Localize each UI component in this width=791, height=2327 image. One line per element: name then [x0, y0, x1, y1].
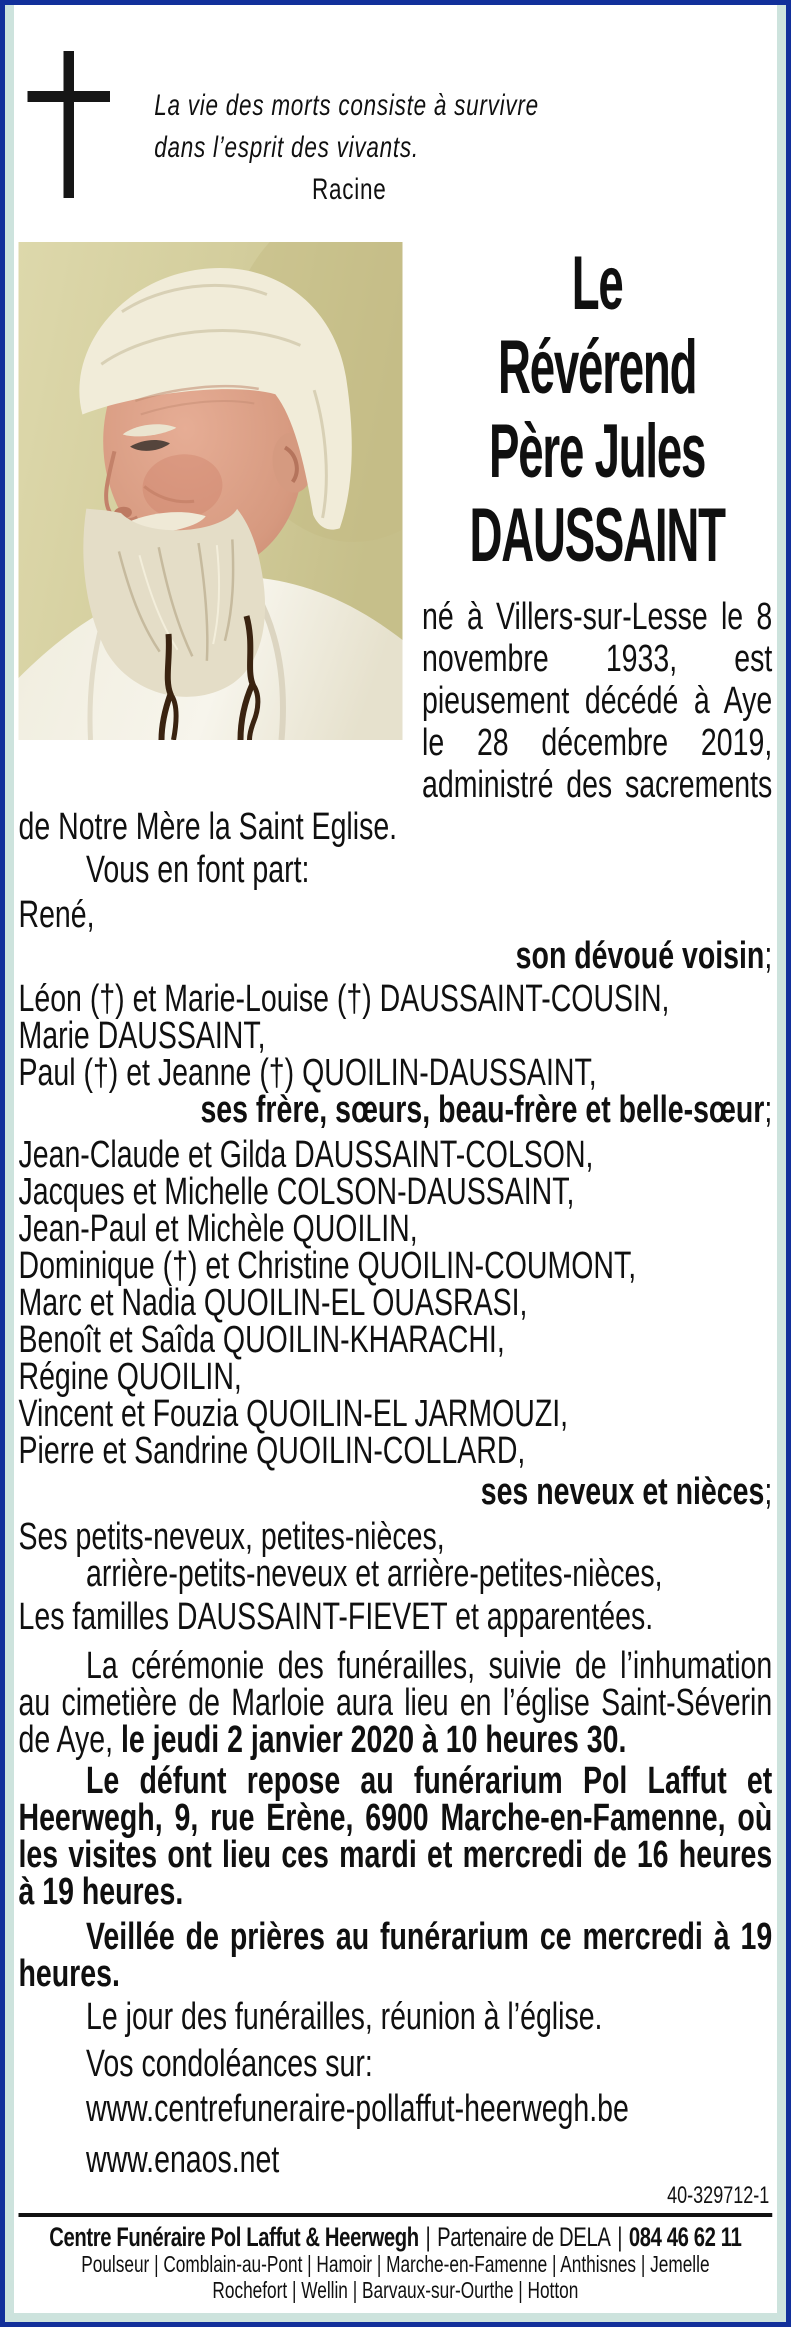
announcement-intro: Vous en font part:	[86, 849, 310, 891]
biography-text: né à Villers-sur-Lesse le 8 novembre 1933, est pieusement décédé à Aye le 28 décembre 2019, administré des sacrements de Notre Mère la Saint Eglise.	[18, 596, 773, 848]
extended-family-line: Ses petits-neveux, petites-nièces,	[18, 1516, 445, 1558]
mourner-name: Jean-Paul et Michèle QUOILIN,	[18, 1208, 418, 1250]
cross-icon	[28, 51, 111, 198]
relation-suffix: ;	[764, 935, 773, 977]
mourner-name: Dominique (†) et Christine QUOILIN-COUMONT,	[18, 1245, 637, 1287]
mourner-name: Pierre et Sandrine QUOILIN-COLLARD,	[18, 1430, 526, 1472]
epigraph-line: dans l’esprit des vivants.	[154, 131, 419, 164]
condolence-website-link[interactable]: www.centrefuneraire-pollaffut-heerwegh.be	[86, 2088, 629, 2130]
mourner-name: Marc et Nadia QUOILIN-EL OUASRASI,	[18, 1282, 528, 1324]
notice-inner-panel	[14, 5, 777, 2313]
ceremony-datetime: le jeudi 2 janvier 2020 à 10 heures 30.	[120, 1719, 627, 1761]
footer-separator: |	[617, 2222, 623, 2252]
funeral-home-name: Centre Funéraire Pol Laffut & Heerwegh	[49, 2222, 419, 2252]
mourner-name: Benoît et Saîda QUOILIN-KHARACHI,	[18, 1319, 505, 1361]
footer	[19, 2183, 773, 2313]
mourner-name: Vincent et Fouzia QUOILIN-EL JARMOUZI,	[18, 1393, 569, 1435]
footer-separator: |	[425, 2222, 431, 2252]
relation-line	[19, 1089, 773, 1131]
title-line: Révérend	[498, 325, 697, 410]
extended-family-line: arrière-petits-neveux et arrière-petites-nièces,	[86, 1553, 663, 1595]
relation-label: ses frère, sœurs, beau-frère et belle-sœur	[200, 1089, 765, 1131]
relation-line	[19, 1471, 773, 1513]
mourner-name: Léon (†) et Marie-Louise (†) DAUSSAINT-COUSIN,	[18, 978, 670, 1020]
condolence-website-link[interactable]: www.enaos.net	[86, 2139, 280, 2181]
title-line: Père Jules	[489, 409, 706, 494]
relation-suffix: ;	[764, 1089, 773, 1131]
notice-body	[19, 242, 773, 2183]
epigraph-attribution: Racine	[311, 173, 387, 206]
extended-family-line: Les familles DAUSSAINT-FIEVET et apparentées.	[18, 1596, 654, 1638]
funeral-home-partner: Partenaire de DELA	[437, 2222, 611, 2252]
deceased-name-title	[457, 242, 737, 578]
mourner-name: Marie DAUSSAINT,	[18, 1015, 266, 1057]
ceremony-text: La cérémonie des funérailles, suivie de l’inhumation au cimetière de Marloie aura lieu en l’église Saint-Séverin de Aye,	[18, 1645, 773, 1761]
reference-number: 40-329712-1	[667, 2182, 770, 2209]
footer-divider	[19, 2213, 773, 2217]
epigraph	[154, 85, 544, 242]
mourner-name: Jacques et Michelle COLSON-DAUSSAINT,	[18, 1171, 575, 1213]
header	[19, 5, 773, 242]
mourner-name: Jean-Claude et Gilda DAUSSAINT-COLSON,	[18, 1134, 594, 1176]
church-meeting-line: Le jour des funérailles, réunion à l’église.	[86, 1996, 603, 2038]
relation-label: son dévoué voisin	[515, 935, 765, 977]
title-line: Le	[571, 241, 623, 326]
relation-label: ses neveux et nièces	[480, 1471, 765, 1513]
condolences-label: Vos condoléances sur:	[86, 2043, 373, 2085]
locations-line: Poulseur | Comblain-au-Pont | Hamoir | Marche-en-Famenne | Anthisnes | Jemelle	[81, 2251, 710, 2277]
relation-suffix: ;	[764, 1471, 773, 1513]
repose-paragraph: Le défunt repose au funérarium Pol Laffut et Heerwegh, 9, rue Erène, 6900 Marche-en-Famenne, où les visites ont lieu ces mardi et mercredi de 16 heures à 19 heures.	[18, 1760, 773, 1913]
funeral-home-line	[19, 2223, 773, 2251]
portrait-photo	[19, 242, 403, 740]
ceremony-paragraph	[18, 1645, 773, 1761]
mourner-name: Paul (†) et Jeanne (†) QUOILIN-DAUSSAINT,	[18, 1052, 597, 1094]
funeral-home-phone[interactable]: 084 46 62 11	[628, 2222, 742, 2252]
vigil-paragraph: Veillée de prières au funérarium ce mercredi à 19 heures.	[18, 1916, 773, 1995]
mourner-name: Régine QUOILIN,	[18, 1356, 242, 1398]
locations-line: Rochefort | Wellin | Barvaux-sur-Ourthe | Hotton	[212, 2277, 579, 2303]
relation-line	[19, 935, 773, 977]
epigraph-line: La vie des morts consiste à survivre	[154, 89, 539, 122]
mourner-name: René,	[18, 894, 95, 936]
title-line: DAUSSAINT	[469, 493, 725, 578]
